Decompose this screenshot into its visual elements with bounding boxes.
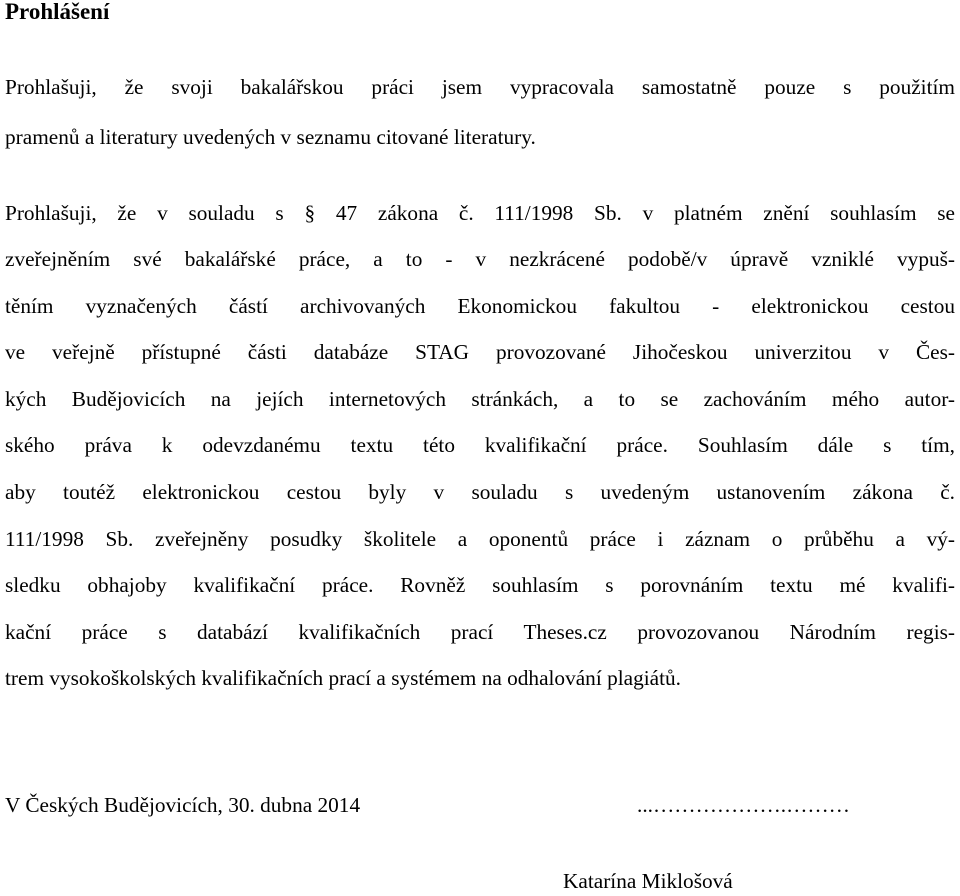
paragraph2-line-8: 111/1998 Sb. zveřejněny posudky školitele a oponentů práce i záznam o průběhu a vý- (5, 527, 955, 551)
paragraph2-line-9: sledku obhajoby kvalifikační práce. Rovněž souhlasím s porovnáním textu mé kvalifi- (5, 573, 955, 597)
page-title: Prohlášení (5, 0, 110, 24)
paragraph2-line-11: trem vysokoškolských kvalifikačních prací a systémem na odhalování plagiátů. (5, 666, 681, 690)
paragraph2-line-7: aby toutéž elektronickou cestou byly v souladu s uvedeným ustanovením zákona č. (5, 480, 955, 504)
paragraph2-line-3: těním vyznačených částí archivovaných Ekonomickou fakultou - elektronickou cestou (5, 294, 955, 318)
place-date: V Českých Budějovicích, 30. dubna 2014 (5, 793, 361, 817)
paragraph1-line-2: pramenů a literatury uvedených v seznamu citované literatury. (5, 125, 536, 149)
paragraph2-line-5: kých Budějovicích na jejích internetových stránkách, a to se zachováním mého autor- (5, 387, 955, 411)
paragraph2-line-6: ského práva k odevzdanému textu této kvalifikační práce. Souhlasím dále s tím, (5, 433, 955, 457)
paragraph2-line-4: ve veřejně přístupné části databáze STAG provozované Jihočeskou univerzitou v Čes- (5, 340, 955, 364)
signature-line: ...……………….……… (637, 793, 850, 817)
paragraph2-line-1: Prohlašuji, že v souladu s § 47 zákona č. 111/1998 Sb. v platném znění souhlasím se (5, 201, 955, 225)
signature-name: Katarína Miklošová (563, 869, 733, 893)
paragraph2-line-10: kační práce s databází kvalifikačních prací Theses.cz provozovanou Národním regis- (5, 620, 955, 644)
paragraph1-line-1: Prohlašuji, že svoji bakalářskou práci jsem vypracovala samostatně pouze s použitím (5, 75, 955, 99)
paragraph2-line-2: zveřejněním své bakalářské práce, a to - v nezkrácené podobě/v úpravě vzniklé vypuš- (5, 247, 955, 271)
